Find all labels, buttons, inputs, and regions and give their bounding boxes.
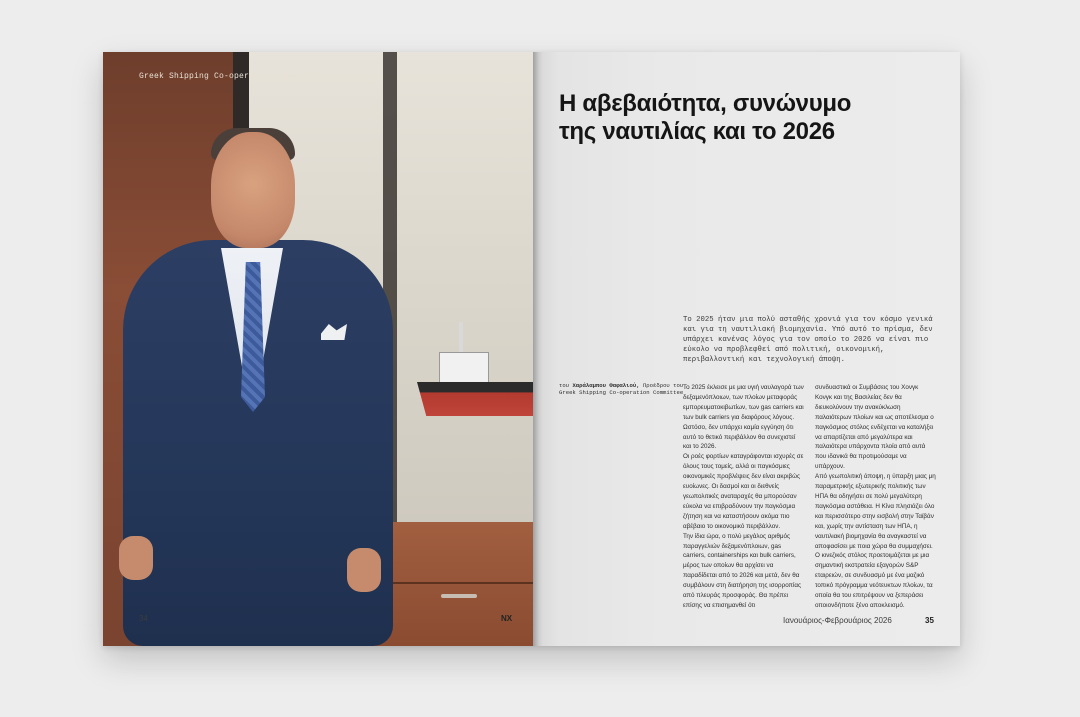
ship-model-hull [417,382,533,416]
left-page-photo [103,52,533,646]
body-column-1 [683,383,805,611]
portrait-face [211,132,295,248]
article-title [559,90,939,146]
book-spine-shadow [533,52,543,646]
right-page-article [533,52,960,646]
paragraph: συνδυαστικά οι Συμβάσεις του Χονγκ Κονγκ και της Βασιλείας δεν θα διευκολύνουν την ανακύκλωση παλαιότερων πλοίων και ως αποτέλεσμα ο παγκόσμιος στόλος ενδέχεται να καταλήξει να απαρτίζεται από μεγαλύτερα και παλαιότερα υπάρχοντα πλοία από αυτά που ιδανικά θα προτιμούσαμε να υπάρχουν. [815,384,934,471]
page-number-right: 35 [925,616,934,625]
caption-prefix: του [559,382,570,389]
cabinet-handle [441,594,477,598]
paragraph: Οι ροές φορτίων καταγράφονται ισχυρές σε όλους τους τομείς, αλλά οι παγκόσμιες οικονομικές προβλέψεις δεν είναι ακριβώς ευοίωνες. Οι δασμοί και οι διεθνείς γεωπολιτικές αναταραχές θα μπορούσαν εύκολα να επιβραδύνουν την παγκόσμια ζήτηση και να καταστήσουν ακόμα πιο αβέβαιο το οικονομικό περιβάλλον. [683,453,804,530]
issue-date: Ιανουάριος-Φεβρουάριος 2026 [783,616,892,625]
page-number-left: 34 [139,614,148,623]
author-caption [559,382,687,397]
paragraph: Την ίδια ώρα, ο πολύ μεγάλος αριθμός παραγγελιών δεξαμενόπλοιων, gas carriers, containerships και bulk carriers, μέρος των οποίων θα αρχίσει να παραδίδεται από το 2026 και μετά, δεν θα συμβάλουν στη διατήρηση της ισορροπίας από πλευράς προσφοράς. Θα πρέπει επίσης να επισημανθεί ότι [683,532,802,609]
portrait-right-hand [347,548,381,592]
author-role: Προέδρου του Greek Shipping Co-operation Committee [559,382,684,397]
article-lead: Το 2025 ήταν μια πολύ ασταθής χρονιά για τον κόσμο γενικά και για τη ναυτιλιακή βιομηχανία. Υπό αυτό το πρίσμα, δεν υπάρχει κανένας λόγος για τον οποίο το 2026 να είναι πιο εύκολο να προβλεφθεί από πολιτική, οικονομική, περιβαλλοντική και τεχνολογική άποψη. [683,316,933,364]
paragraph: Το 2025 έκλεισε με μια υγιή ναυλαγορά των δεξαμενόπλοιων, των πλοίων μεταφοράς εμπορευματοκιβωτίων, των gas carriers και των bulk carriers για διαφόρους λόγους. Ωστόσο, δεν υπάρχει καμία εγγύηση ότι αυτό το θετικό περιβάλλον θα συνεχιστεί και το 2026. [683,384,804,451]
portrait-left-hand [119,536,153,580]
magazine-spread [103,52,960,646]
ship-model-mast [459,322,463,354]
title-line-2: της ναυτιλίας και το 2026 [559,118,835,145]
ship-model-superstructure [439,352,489,384]
title-line-1: Η αβεβαιότητα, συνώνυμο [559,90,852,117]
body-column-2 [815,383,937,611]
paragraph: Από γεωπολιτική άποψη, η ύπαρξη μιας μη παραμετρικής εξωτερικής πολιτικής των ΗΠΑ θα οδηγήσει σε πολύ μεγαλύτερη παγκόσμια αστάθεια. Η Κίνα πλησιάζει όλο και περισσότερο στην εισβολή στην Ταϊβάν και, χωρίς την αντίσταση των ΗΠΑ, η ναυτιλιακή βιομηχανία θα αναγκαστεί να αποφασίσει με ποια χώρα θα συμμαχήσει. Ο κινεζικός στόλος προετοιμάζεται με μια σημαντική εκστρατεία εξαγορών S&P εταιρειών, σε συνδυασμό με ένα μαζικό τοπικό πρόγραμμα νεότευκτων πλοίων, τα οποία θα του επιτρέψουν να ξεπεράσει οποιονδήποτε ξένο αποκλεισμό. [815,473,936,609]
brand-mark: NX [501,614,513,623]
running-header: Greek Shipping Co-operation Committee [139,72,325,81]
author-name: Χαράλαμπου Φαφαλιού, [572,382,640,389]
